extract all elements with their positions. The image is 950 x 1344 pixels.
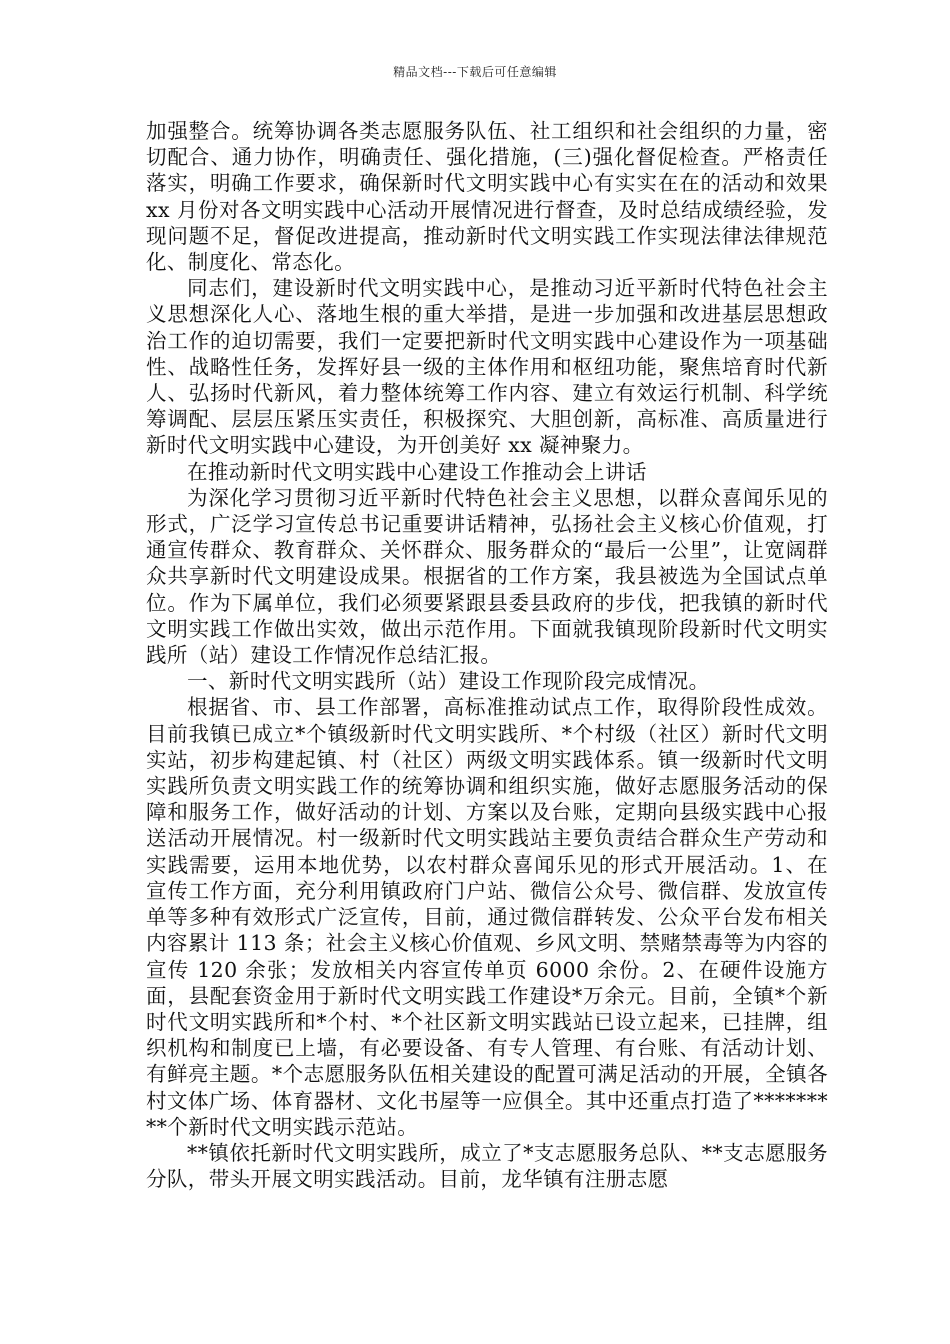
paragraph-intro: 为深化学习贯彻习近平新时代特色社会主义思想，以群众喜闻乐见的形式，广泛学习宣传总书记重要讲话精神，弘扬社会主义核心价值观，打通宣传群众、教育群众、关怀群众、服务群众的“最后一公里”，让宽阔群众共享新时代文明建设成果。根据省的工作方案，我县被选为全国试点单位。作为下属单位，我们必须要紧跟县委县政府的步伐，把我镇的新时代文明实践工作做出实效，做出示范作用。下面就我镇现阶段新时代文明实践所（站）建设工作情况作总结汇报。 (146, 485, 828, 668)
paragraph-progress: 根据省、市、县工作部署，高标准推动试点工作，取得阶段性成效。目前我镇已成立*个镇级新时代文明实践所、*个村级（社区）新时代文明实站，初步构建起镇、村（社区）两级文明实践体系。镇一级新时代文明实践所负责文明实践工作的统筹协调和组织实施，做好志愿服务活动的保障和服务工作，做好活动的计划、方案以及台账，定期向县级实践中心报送活动开展情况。村一级新时代文明实践站主要负责结合群众生产劳动和实践需要，运用本地优势，以农村群众喜闻乐见的形式开展活动。1、在宣传工作方面，充分利用镇政府门户站、微信公众号、微信群、发放宣传单等多种有效形式广泛宣传，目前，通过微信群转发、公众平台发布相关内容累计 113 条；社会主义核心价值观、乡风文明、禁赌禁毒等为内容的宣传 120 余张；发放相关内容宣传单页 6000 余份。2、在硬件设施方面，县配套资金用于新时代文明实践工作建设*万余元。目前，全镇*个新时代文明实践所和*个村、*个社区新文明实践站已设立起来，已挂牌，组织机构和制度已上墙，有必要设备、有专人管理、有台账、有活动计划、有鲜亮主题。*个志愿服务队伍相关建设的配置可满足活动的开展，全镇各村文体广场、体育器材、文化书屋等一应俱全。其中还重点打造了*********个新时代文明实践示范站。 (146, 695, 828, 1139)
section-title: 在推动新时代文明实践中心建设工作推动会上讲话 (187, 459, 647, 484)
page-header: 精品文档---下载后可任意编辑 (393, 65, 557, 79)
section-heading: 一、新时代文明实践所（站）建设工作现阶段完成情况。 (187, 669, 710, 694)
paragraph-volunteers: **镇依托新时代文明实践所，成立了*支志愿服务总队、**支志愿服务分队，带头开展文明实践活动。目前，龙华镇有注册志愿 (146, 1140, 828, 1192)
document-body (146, 118, 828, 1192)
paragraph-continuation: 加强整合。统筹协调各类志愿服务队伍、社工组织和社会组织的力量，密切配合、通力协作，明确责任、强化措施，(三)强化督促检查。严格责任落实，明确工作要求，确保新时代文明实践中心有实实在在的活动和效果 xx 月份对各文明实践中心活动开展情况进行督查，及时总结成绩经验，发现问题不足，督促改进提高，推动新时代文明实践工作实现法律法律规范化、制度化、常态化。 (146, 119, 828, 275)
paragraph-conclusion: 同志们，建设新时代文明实践中心，是推动习近平新时代特色社会主义思想深化人心、落地生根的重大举措，是进一步加强和改进基层思想政治工作的迫切需要，我们一定要把新时代文明实践中心建设作为一项基础性、战略性任务，发挥好县一级的主体作用和枢纽功能，聚焦培育时代新人、弘扬时代新风，着力整体统筹工作内容、建立有效运行机制、科学统筹调配、层层压紧压实责任，积极探究、大胆创新，高标准、高质量进行新时代文明实践中心建设，为开创美好 xx 凝神聚力。 (146, 276, 828, 458)
